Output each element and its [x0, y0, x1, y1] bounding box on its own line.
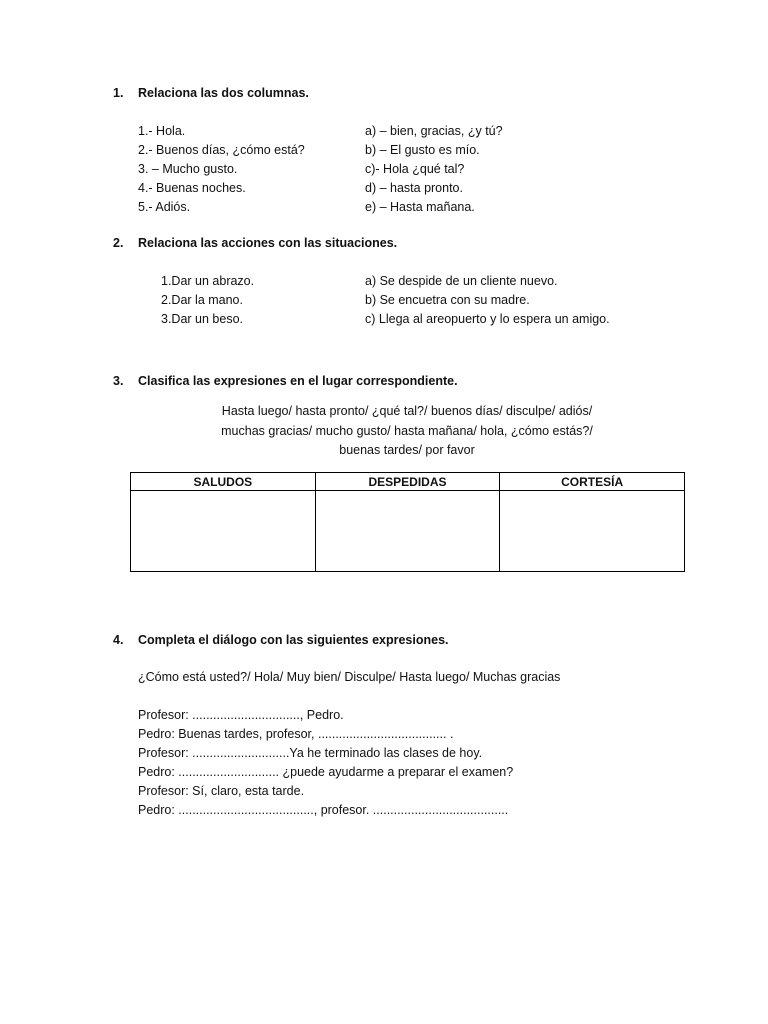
dialog-line: Pedro: Buenas tardes, profesor, ..................................... .	[138, 727, 454, 741]
expression-line: muchas gracias/ mucho gusto/ hasta mañana/ hola, ¿cómo estás?/	[221, 423, 593, 438]
expression-line: buenas tardes/ por favor	[339, 443, 475, 457]
list-item: 1.- Hola.	[138, 124, 186, 138]
list-item: b) Se encuetra con su madre.	[365, 293, 530, 307]
list-item: 5.- Adiós.	[138, 200, 191, 214]
exercise-2-number: 2.	[113, 236, 124, 250]
cell-cortesia[interactable]	[500, 491, 685, 572]
exercise-2-left-column	[161, 272, 254, 329]
exercise-1-left-column	[138, 122, 305, 217]
exercise-4-title: Completa el diálogo con las siguientes expresiones.	[138, 633, 449, 647]
header-despedidas: DESPEDIDAS	[315, 473, 500, 491]
list-item: 2.- Buenos días, ¿cómo está?	[138, 143, 305, 157]
cell-saludos[interactable]	[131, 491, 316, 572]
exercise-1-title: Relaciona las dos columnas.	[138, 86, 309, 100]
exercise-1-number: 1.	[113, 86, 124, 100]
exercise-1-right-column	[365, 122, 503, 217]
header-cortesia: CORTESÍA	[500, 473, 685, 491]
dialog-line: Pedro: ......................................., profesor. .......................................	[138, 803, 509, 817]
list-item: a) – bien, gracias, ¿y tú?	[365, 124, 503, 138]
exercise-3-title: Clasifica las expresiones en el lugar correspondiente.	[138, 374, 458, 388]
dialog-line: Profesor: Sí, claro, esta tarde.	[138, 784, 305, 798]
expression-line: Hasta luego/ hasta pronto/ ¿qué tal?/ buenos días/ disculpe/ adiós/	[221, 404, 593, 418]
list-item: c)- Hola ¿qué tal?	[365, 162, 465, 176]
list-item: c) Llega al areopuerto y lo espera un amigo.	[365, 312, 610, 326]
list-item: b) – El gusto es mío.	[365, 143, 480, 157]
exercise-4-expressions: ¿Cómo está usted?/ Hola/ Muy bien/ Disculpe/ Hasta luego/ Muchas gracias	[138, 670, 561, 684]
cell-despedidas[interactable]	[315, 491, 500, 572]
header-saludos: SALUDOS	[131, 473, 316, 491]
list-item: 1.Dar un abrazo.	[161, 274, 255, 288]
exercise-3-expressions	[130, 402, 684, 461]
dialog-line: Profesor: ..............................., Pedro.	[138, 708, 344, 722]
classification-table	[130, 472, 685, 572]
list-item: d) – hasta pronto.	[365, 181, 463, 195]
list-item: a) Se despide de un cliente nuevo.	[365, 274, 558, 288]
list-item: 4.- Buenas noches.	[138, 181, 246, 195]
exercise-4-dialog	[138, 706, 513, 820]
exercise-3-number: 3.	[113, 374, 124, 388]
dialog-line: Pedro: ............................. ¿puede ayudarme a preparar el examen?	[138, 765, 514, 779]
exercise-4-number: 4.	[113, 633, 124, 647]
list-item: e) – Hasta mañana.	[365, 200, 475, 214]
exercise-2-title: Relaciona las acciones con las situaciones.	[138, 236, 398, 250]
list-item: 3. – Mucho gusto.	[138, 162, 238, 176]
list-item: 3.Dar un beso.	[161, 312, 243, 326]
dialog-line: Profesor: ............................Ya he terminado las clases de hoy.	[138, 746, 483, 760]
exercise-2-right-column	[365, 272, 610, 329]
list-item: 2.Dar la mano.	[161, 293, 243, 307]
